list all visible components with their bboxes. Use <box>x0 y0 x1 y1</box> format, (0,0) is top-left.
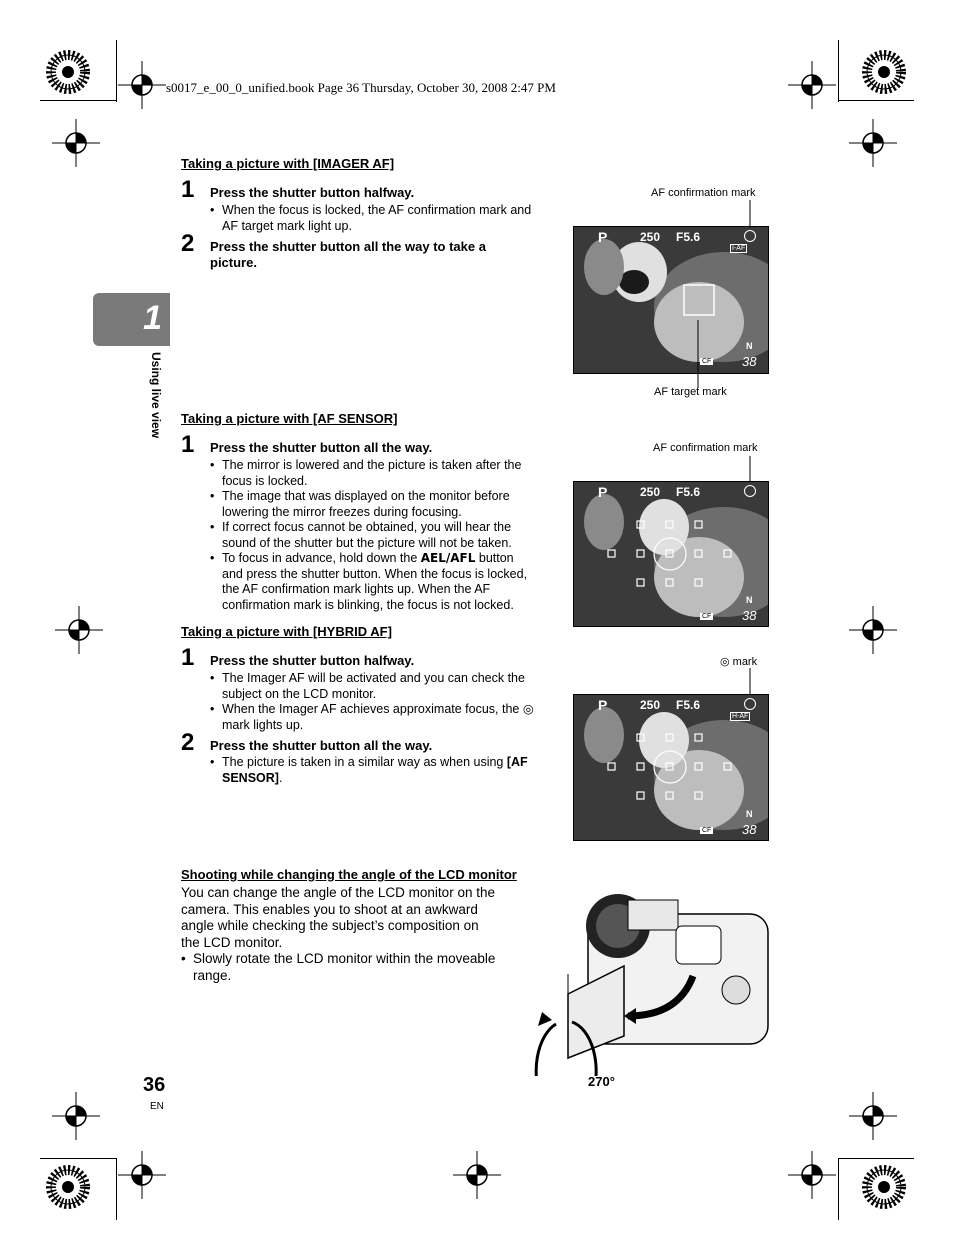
quality-indicator: N <box>746 341 753 351</box>
aperture-value: F5.6 <box>676 698 701 712</box>
hybrid-focus-icon <box>744 698 756 710</box>
bullet-item: • The image that was displayed on the monitor before lowering the mirror freezes during focusing. <box>210 489 510 519</box>
card-indicator: CF <box>702 358 712 365</box>
ael-afl-key-label: AEL/AFL <box>420 551 476 565</box>
callout-hybrid-mark: ◎ mark <box>720 656 758 668</box>
shots-remaining: 38 <box>742 354 757 369</box>
bullet-item: • The mirror is lowered and the picture is taken after the focus is locked. <box>210 458 522 488</box>
quality-indicator: N <box>746 809 753 819</box>
bullet-item: • To focus in advance, hold down the AEL/AFL button and press the shutter button. When the focus is locked, the AF confirmation mark lights up. When the AF confirmation mark is blinking, the focus is not locked. <box>210 551 528 612</box>
step-number: 2 <box>181 230 195 257</box>
rotation-angle-label: 270° <box>588 1074 615 1089</box>
bullet-item: • If correct focus cannot be obtained, you will hear the sound of the shutter but the picture will not be taken. <box>210 520 512 550</box>
step-number: 1 <box>181 644 195 671</box>
chapter-side-label: Using live view <box>149 352 163 439</box>
step-number: 2 <box>181 729 195 756</box>
section-heading-hybrid-af: Taking a picture with [HYBRID AF] <box>181 624 392 639</box>
lcd-screen-af-sensor <box>573 481 769 627</box>
section-heading-imager-af: Taking a picture with [IMAGER AF] <box>181 156 395 171</box>
mode-indicator: P <box>598 484 608 500</box>
step-text: Press the shutter button all the way. <box>210 440 433 455</box>
mode-indicator: P <box>598 229 608 245</box>
bullet-item: • When the focus is locked, the AF confirmation mark and AF target mark light up. <box>210 203 532 233</box>
bullet-item: • Slowly rotate the LCD monitor within the moveable range. <box>181 951 496 983</box>
section-heading-lcd-angle: Shooting while changing the angle of the LCD monitor <box>181 867 517 882</box>
chapter-number: 1 <box>143 299 162 337</box>
shutter-speed: 250 <box>640 485 661 499</box>
photo-child-with-puppy <box>574 482 768 626</box>
camera-rotating-lcd-illustration <box>528 886 778 1076</box>
card-indicator: CF <box>702 613 712 620</box>
callout-af-confirmation-mark: AF confirmation mark <box>651 187 756 199</box>
card-indicator: CF <box>702 827 712 834</box>
bullet-item: • The Imager AF will be activated and you can check the subject on the LCD monitor. <box>210 671 525 701</box>
body-paragraph: You can change the angle of the LCD monitor on the camera. This enables you to shoot at an awkward angle while checking the subject’s composition on the LCD monitor. <box>181 885 495 950</box>
bullet-item: • The picture is taken in a similar way as when using [AF SENSOR]. <box>210 755 528 785</box>
section-heading-af-sensor: Taking a picture with [AF SENSOR] <box>181 411 398 426</box>
step-number: 1 <box>181 176 195 203</box>
lcd-screen-hybrid-af <box>573 694 769 841</box>
step-text: Press the shutter button all the way to take a picture. <box>210 239 486 270</box>
book-header-line: s0017_e_00_0_unified.book Page 36 Thursday, October 30, 2008 2:47 PM <box>166 80 556 95</box>
mode-indicator: P <box>598 697 608 713</box>
step-text: Press the shutter button halfway. <box>210 653 415 668</box>
aperture-value: F5.6 <box>676 485 701 499</box>
step-text: Press the shutter button all the way. <box>210 738 433 753</box>
quality-indicator: N <box>746 595 753 605</box>
page-number: 36 <box>143 1074 166 1096</box>
imager-af-tag: I-AF <box>732 245 746 252</box>
shots-remaining: 38 <box>742 822 757 837</box>
shots-remaining: 38 <box>742 608 757 623</box>
af-confirmation-icon <box>744 485 756 497</box>
hybrid-af-tag: H-AF <box>732 713 749 720</box>
callout-af-confirmation-mark: AF confirmation mark <box>653 442 758 454</box>
step-text: Press the shutter button halfway. <box>210 185 415 200</box>
shutter-speed: 250 <box>640 230 661 244</box>
aperture-value: F5.6 <box>676 230 701 244</box>
callout-af-target-mark: AF target mark <box>654 386 727 398</box>
bullet-item: • When the Imager AF achieves approximate focus, the ◎ mark lights up. <box>210 702 534 732</box>
step-number: 1 <box>181 431 195 458</box>
language-code: EN <box>150 1101 164 1112</box>
shutter-speed: 250 <box>640 698 661 712</box>
